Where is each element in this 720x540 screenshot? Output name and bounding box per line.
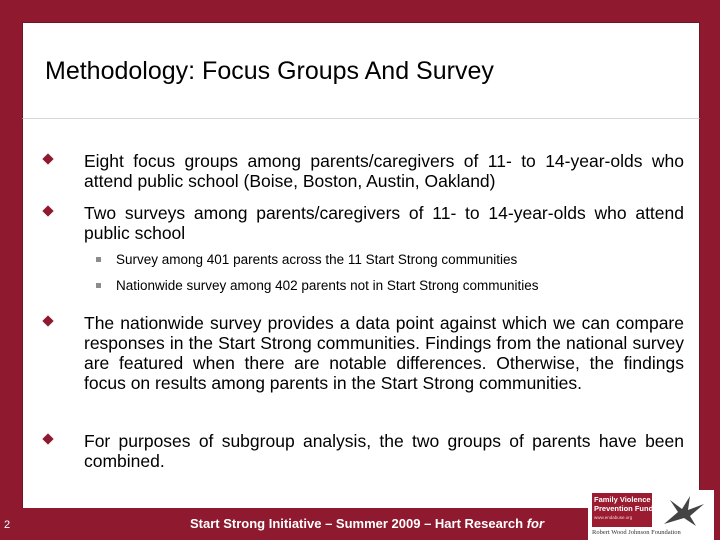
square-bullet-icon xyxy=(96,257,101,262)
sub-bullet-item xyxy=(116,278,676,294)
diamond-bullet-icon xyxy=(42,205,53,216)
footer-text-main: Start Strong Initiative – Summer 2009 – Hart Research xyxy=(190,516,527,531)
footer-text-italic: for xyxy=(526,516,545,531)
sub-bullet-item xyxy=(116,252,676,268)
bullet-item xyxy=(84,151,684,191)
content-panel xyxy=(22,118,700,510)
logo-line-4: Robert Wood Johnson Foundation xyxy=(592,529,681,536)
square-bullet-icon xyxy=(96,283,101,288)
diamond-bullet-icon xyxy=(42,153,53,164)
diamond-bullet-icon xyxy=(42,433,53,444)
sub-bullet-text: Nationwide survey among 402 parents not in Start Strong communities xyxy=(116,278,539,293)
foundation-logo xyxy=(588,490,714,540)
logo-line-2: Prevention Fund xyxy=(594,504,654,513)
bullet-item xyxy=(84,313,684,393)
page-number: 2 xyxy=(4,519,11,531)
slide-title: Methodology: Focus Groups And Survey xyxy=(45,57,494,85)
title-panel xyxy=(22,22,700,120)
logo-line-1: Family Violence xyxy=(594,495,651,504)
bird-icon xyxy=(660,494,708,528)
bullet-text: The nationwide survey provides a data point against which we can compare responses in the Start Strong communities. Findings from the national survey are featured when there are notable differences. Otherwise, the findings focus on results among parents in the Start Strong communities. xyxy=(84,313,684,393)
sub-bullet-text: Survey among 401 parents across the 11 Start Strong communities xyxy=(116,252,518,267)
diamond-bullet-icon xyxy=(42,315,53,326)
bullet-text: Two surveys among parents/caregivers of 11- to 14-year-olds who attend public school xyxy=(84,203,684,243)
footer-text xyxy=(190,516,544,531)
logo-line-3: www.endabuse.org xyxy=(594,515,633,520)
bullet-item xyxy=(84,203,684,243)
bullet-text: For purposes of subgroup analysis, the two groups of parents have been combined. xyxy=(84,431,684,471)
bullet-text: Eight focus groups among parents/caregivers of 11- to 14-year-olds who attend public school (Boise, Boston, Austin, Oakland) xyxy=(84,151,684,191)
bullet-item xyxy=(84,431,684,471)
